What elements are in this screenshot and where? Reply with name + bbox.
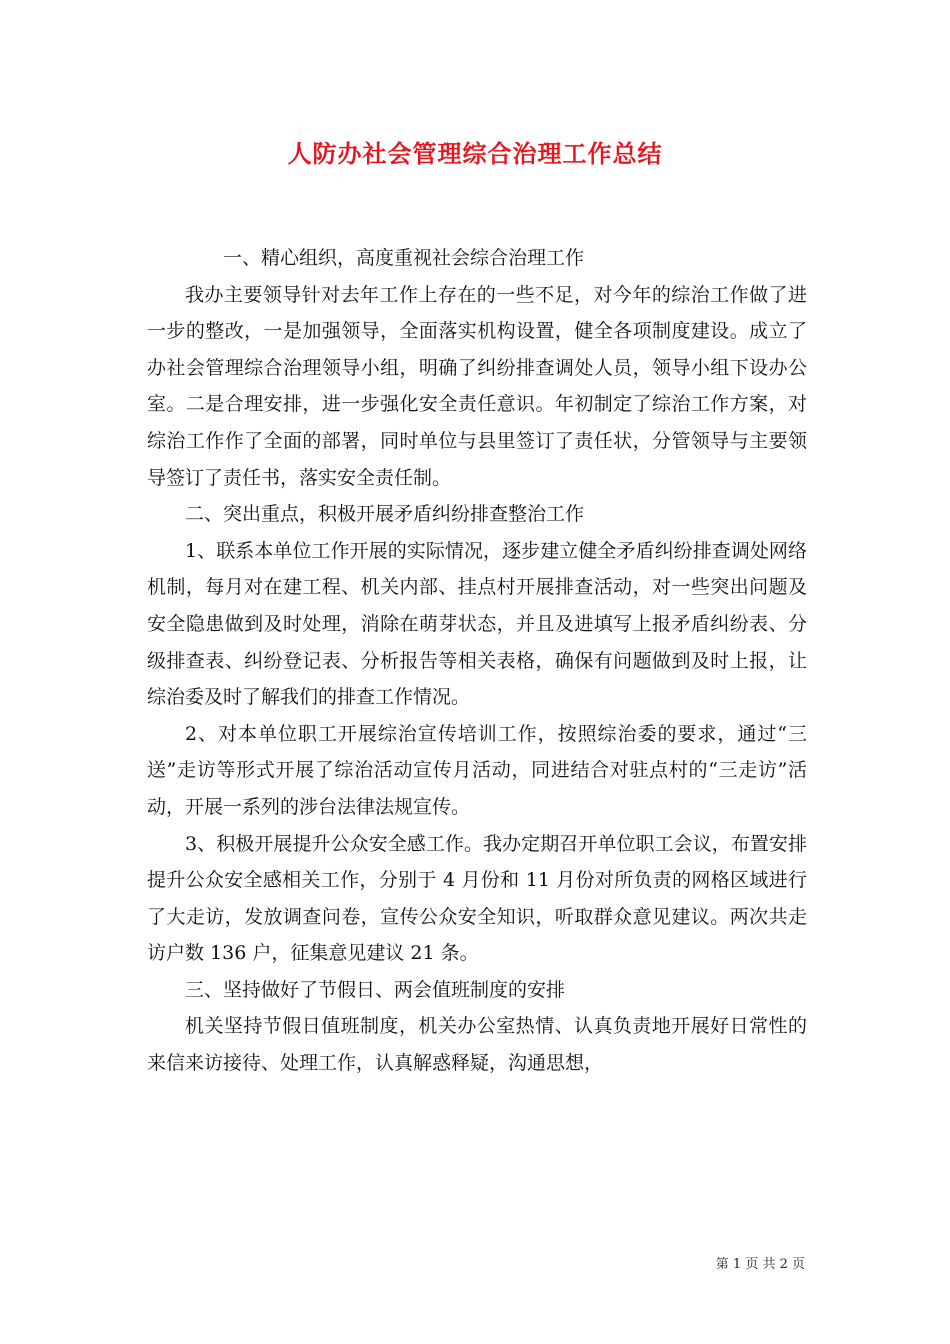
paragraph-leadership: 我办主要领导针对去年工作上存在的一些不足，对今年的综治工作做了进一步的整改，一是加强领导，全面落实机构设置，健全各项制度建设。成立了办社会管理综合治理领导小组，明确了纠纷排查调处人员，领导小组下设办公室。二是合理安排，进一步强化安全责任意识。年初制定了综治工作方案，对综治工作作了全面的部署，同时单位与县里签订了责任状，分管领导与主要领导签订了责任书，落实安全责任制。 — [147, 283, 807, 489]
section-heading-3: 三、坚持做好了节假日、两会值班制度的安排 — [185, 978, 566, 1001]
document-body — [147, 240, 807, 1082]
paragraph-duty: 机关坚持节假日值班制度，机关办公室热情、认真负责地开展好日常性的来信来访接待、处理工作，认真解惑释疑，沟通思想， — [147, 1015, 807, 1075]
section-heading-2: 二、突出重点，积极开展矛盾纠纷排查整治工作 — [185, 503, 585, 526]
paragraph-item-2: 2、对本单位职工开展综治宣传培训工作，按照综治委的要求，通过“三送”走访等形式开展了综治活动宣传月活动，同进结合对驻点村的“三走访”活动，开展一系列的涉台法律法规宣传。 — [147, 722, 807, 818]
paragraph-item-3: 3、积极开展提升公众安全感工作。我办定期召开单位职工会议，布置安排提升公众安全感相关工作，分别于 4 月份和 11 月份对所负责的网格区域进行了大走访，发放调查问卷，宣传公众安全知识，听取群众意见建议。两次共走访户数 136 户，征集意见建议 21 条。 — [147, 832, 807, 965]
page-number: 第 1 页 共 2 页 — [715, 1257, 805, 1272]
page-title: 人防办社会管理综合治理工作总结 — [287, 139, 663, 168]
paragraph-item-1: 1、联系本单位工作开展的实际情况，逐步建立健全矛盾纠纷排查调处网络机制，每月对在建工程、机关内部、挂点村开展排查活动，对一些突出问题及安全隐患做到及时处理，消除在萌芽状态，并且及进填写上报矛盾纠纷表、分级排查表、纠纷登记表、分析报告等相关表格，确保有问题做到及时上报，让综治委及时了解我们的排查工作情况。 — [147, 539, 807, 709]
section-heading-1: 一、精心组织，高度重视社会综合治理工作 — [223, 247, 585, 269]
